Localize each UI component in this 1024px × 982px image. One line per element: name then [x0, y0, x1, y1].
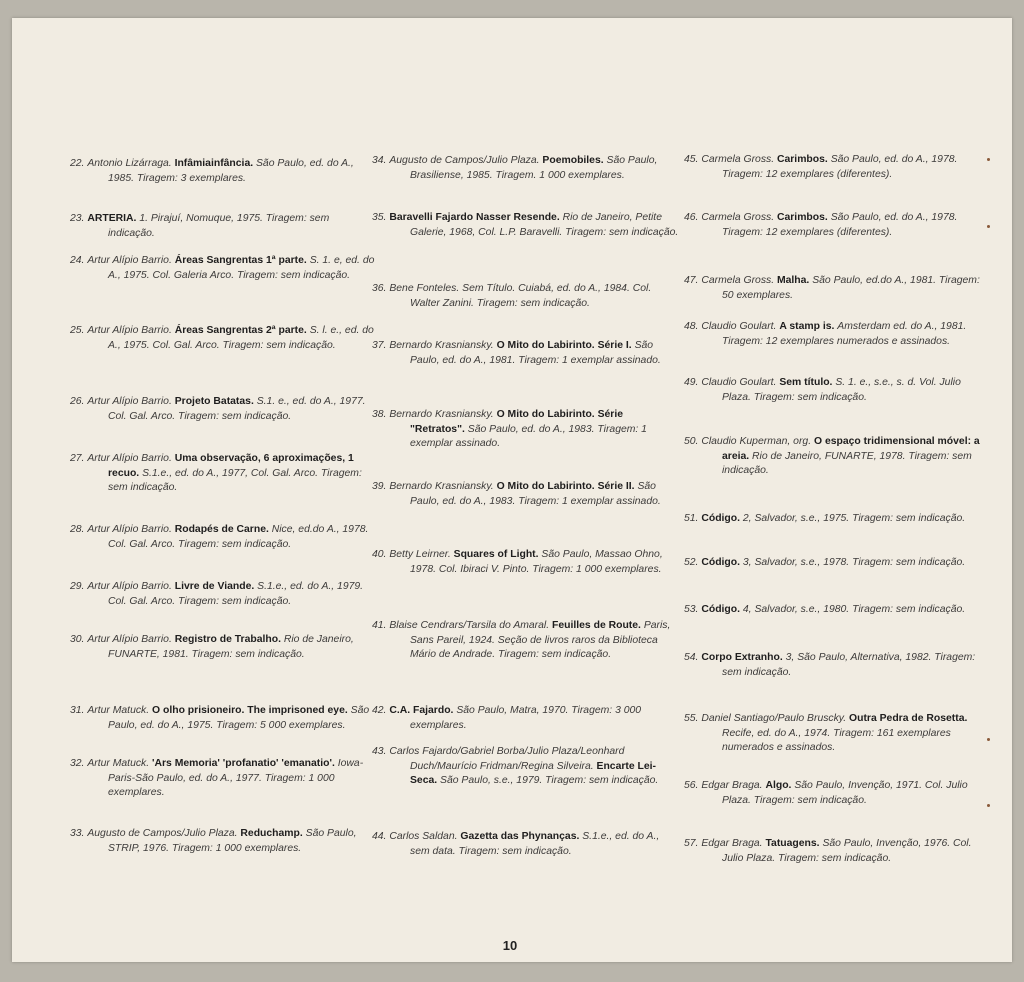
- entry-34: 34. Augusto de Campos/Julio Plaza. Poemobiles. São Paulo, Brasiliense, 1985. Tiragem. 1 000 exemplares.: [372, 155, 658, 181]
- entry-31: 31. Artur Matuck. O olho prisioneiro. The imprisoned eye. São Paulo, ed. do A., 1975. Tiragem: 5 000 exemplares.: [70, 705, 370, 731]
- punch-mark: [987, 225, 990, 228]
- entry-37: 37. Bernardo Krasniansky. O Mito do Labirinto. Série I. São Paulo, ed. do A., 1981. Tiragem: 1 exemplar assinado.: [372, 340, 661, 366]
- punch-mark: [987, 804, 990, 807]
- entry-44: 44. Carlos Saldan. Gazetta das Phynanças. S.1.e., ed. do A., sem data. Tiragem: sem indicação.: [372, 831, 660, 857]
- entry-48: 48. Claudio Goulart. A stamp is. Amsterdam ed. do A., 1981. Tiragem: 12 exemplares numerados e assinados.: [684, 321, 967, 347]
- entry-40: 40. Betty Leirner. Squares of Light. São Paulo, Massao Ohno, 1978. Col. Ibiraci V. Pinto. Tiragem: 1 000 exemplares.: [372, 549, 663, 575]
- entry-32: 32. Artur Matuck. 'Ars Memoria' 'profanatio' 'emanatio'. Iowa-Paris-São Paulo, ed. do A., 1977. Tiragem: 1 000 exemplares.: [70, 758, 364, 799]
- entry-55: 55. Daniel Santiago/Paulo Bruscky. Outra Pedra de Rosetta. Recife, ed. do A., 1974. Tiragem: 161 exemplares numerados e assinados.: [684, 713, 968, 754]
- entry-24: 24. Artur Alípio Barrio. Áreas Sangrentas 1ª parte. S. 1. e, ed. do A., 1975. Col. Galeria Arco. Tiragem: sem indicação.: [70, 255, 375, 281]
- entry-43: 43. Carlos Fajardo/Gabriel Borba/Julio Plaza/Leonhard Duch/Maurício Fridman/Regina Silveira. Encarte Lei-Seca. São Paulo, s.e., 1979. Tiragem: sem indicação.: [372, 746, 659, 787]
- entry-46: 46. Carmela Gross. Carimbos. São Paulo, ed. do A., 1978. Tiragem: 12 exemplares (diferentes).: [684, 212, 958, 238]
- entry-22: 22. Antonio Lizárraga. Infâmiainfância. São Paulo, ed. do A., 1985. Tiragem: 3 exemplares.: [70, 158, 354, 184]
- entry-39: 39. Bernardo Krasniansky. O Mito do Labirinto. Série II. São Paulo, ed. do A., 1983. Tiragem: 1 exemplar assinado.: [372, 481, 661, 507]
- entry-30: 30. Artur Alípio Barrio. Registro de Trabalho. Rio de Janeiro, FUNARTE, 1981. Tiragem: sem indicação.: [70, 634, 354, 660]
- entry-57: 57. Edgar Braga. Tatuagens. São Paulo, Invenção, 1976. Col. Julio Plaza. Tiragem: sem indicação.: [684, 838, 972, 864]
- entry-38: 38. Bernardo Krasniansky. O Mito do Labirinto. Série "Retratos". São Paulo, ed. do A., 1983. Tiragem: 1 exemplar assinado.: [372, 409, 647, 450]
- entry-50: 50. Claudio Kuperman, org. O espaço tridimensional móvel: a areia. Rio de Janeiro, FUNARTE, 1978. Tiragem: sem indicação.: [684, 436, 980, 477]
- entry-42: 42. C.A. Fajardo. São Paulo, Matra, 1970. Tiragem: 3 000 exemplares.: [372, 705, 642, 731]
- entry-25: 25. Artur Alípio Barrio. Áreas Sangrentas 2ª parte. S. l. e., ed. do A., 1975. Col. Gal. Arco. Tiragem: sem indicação.: [70, 325, 374, 351]
- entry-54: 54. Corpo Extranho. 3, São Paulo, Alternativa, 1982. Tiragem: sem indicação.: [684, 652, 976, 678]
- entry-41: 41. Blaise Cendrars/Tarsila do Amaral. Feuilles de Route. Paris, Sans Pareil, 1924. Seção de livros raros da Biblioteca Mário de Andrade. Tiragem: sem indicação.: [372, 620, 671, 661]
- page-number: 10: [502, 938, 518, 953]
- entry-26: 26. Artur Alípio Barrio. Projeto Batatas. S.1. e., ed. do A., 1977. Col. Gal. Arco. Tiragem: sem indicação.: [70, 396, 366, 422]
- entry-51: 51. Código. 2, Salvador, s.e., 1975. Tiragem: sem indicação.: [684, 513, 966, 524]
- punch-mark: [987, 738, 990, 741]
- punch-mark: [987, 158, 990, 161]
- entry-27: 27. Artur Alípio Barrio. Uma observação, 6 aproximações, 1 recuo. S.1.e., ed. do A., 1977, Col. Gal. Arco. Tiragem: sem indicação.: [70, 453, 362, 494]
- entry-45: 45. Carmela Gross. Carimbos. São Paulo, ed. do A., 1978. Tiragem: 12 exemplares (diferentes).: [684, 154, 958, 180]
- entry-36: 36. Bene Fonteles. Sem Título. Cuiabá, ed. do A., 1984. Col. Walter Zanini. Tiragem: sem indicação.: [372, 283, 652, 309]
- catalog-page: [12, 18, 1012, 962]
- entry-28: 28. Artur Alípio Barrio. Rodapés de Carne. Nice, ed.do A., 1978. Col. Gal. Arco. Tiragem: sem indicação.: [70, 524, 369, 550]
- entry-53: 53. Código. 4, Salvador, s.e., 1980. Tiragem: sem indicação.: [684, 604, 966, 615]
- entry-47: 47. Carmela Gross. Malha. São Paulo, ed.do A., 1981. Tiragem: 50 exemplares.: [684, 275, 980, 301]
- entry-35: 35. Baravelli Fajardo Nasser Resende. Rio de Janeiro, Petite Galerie, 1968, Col. L.P. Baravelli. Tiragem: sem indicação.: [372, 212, 679, 238]
- entry-23: 23. ARTERIA. 1. Pirajuí, Nomuque, 1975. Tiragem: sem indicação.: [70, 213, 330, 239]
- entry-56: 56. Edgar Braga. Algo. São Paulo, Invenção, 1971. Col. Julio Plaza. Tiragem: sem indicação.: [684, 780, 968, 806]
- entry-29: 29. Artur Alípio Barrio. Livre de Viande. S.1.e., ed. do A., 1979. Col. Gal. Arco. Tiragem: sem indicação.: [70, 581, 364, 607]
- entry-49: 49. Claudio Goulart. Sem título. S. 1. e., s.e., s. d. Vol. Julio Plaza. Tiragem: sem indicação.: [684, 377, 961, 403]
- entry-33: 33. Augusto de Campos/Julio Plaza. Reduchamp. São Paulo, STRIP, 1976. Tiragem: 1 000 exemplares.: [70, 828, 357, 854]
- entry-52: 52. Código. 3, Salvador, s.e., 1978. Tiragem: sem indicação.: [684, 557, 966, 568]
